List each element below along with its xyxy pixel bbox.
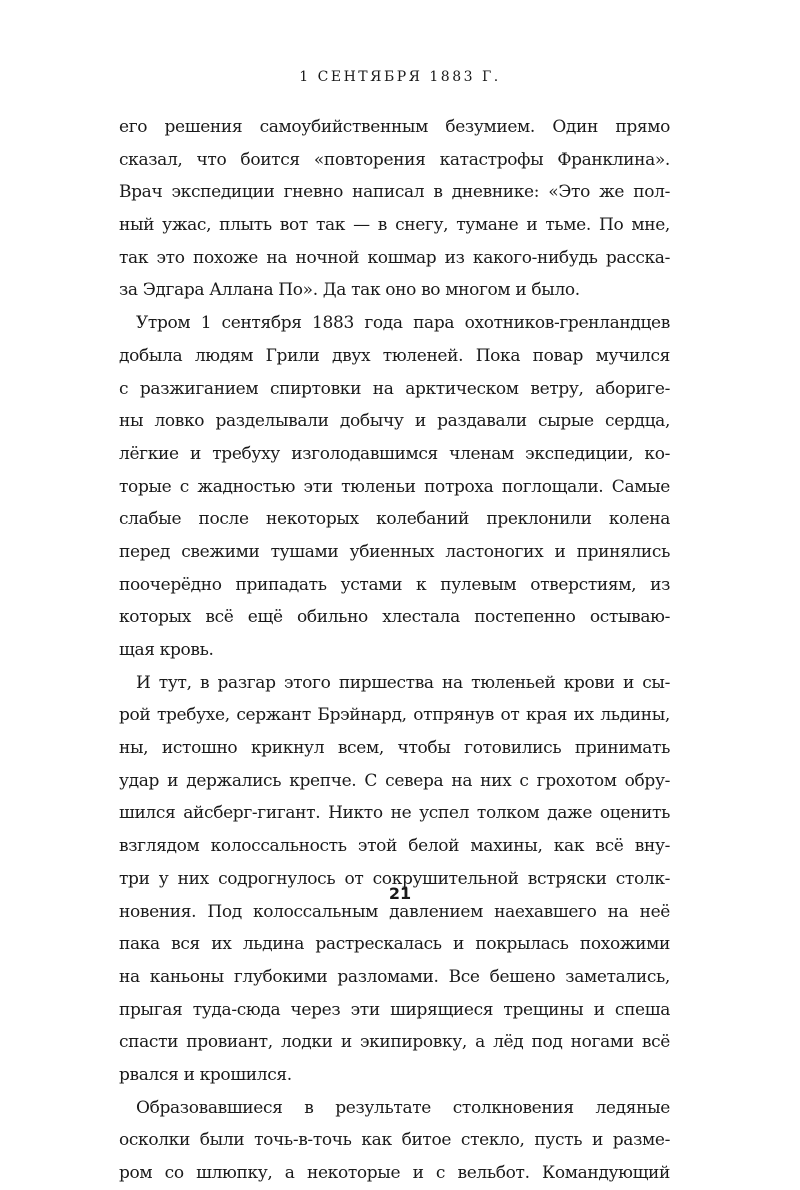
text-line: которых всё ещё обильно хлестала постепенно остываю-	[119, 607, 670, 628]
text-line: осколки были точь-в-точь как битое стекло, пусть и разме-	[119, 1130, 670, 1151]
text-line: прыгая туда-сюда через эти ширящиеся трещины и спеша	[119, 999, 670, 1020]
text-line: торые с жадностью эти тюленьи потроха поглощали. Самые	[119, 476, 670, 497]
text-line: перед свежими тушами убиенных ластоногих и принялись	[119, 541, 670, 562]
text-line: его решения самоубийственным безумием. Один прямо	[119, 117, 670, 137]
text-line: Утром 1 сентября 1883 года пара охотников-гренландцев	[136, 313, 670, 334]
text-line: И тут, в разгар этого пиршества на тюленьей крови и сы-	[136, 672, 670, 693]
text-line: сказал, что боится «повторения катастрофы Франклина».	[119, 149, 670, 170]
text-line: с разжиганием спиртовки на арктическом ветру, абориге-	[119, 378, 670, 399]
text-line: три у них содрогнулось от сокрушительной встряски столк-	[119, 868, 670, 889]
text-line: рвался и крошился.	[119, 1064, 292, 1085]
text-line: рой требухе, сержант Брэйнард, отпрянув от края их льдины,	[119, 705, 670, 726]
text-line: шился айсберг-гигант. Никто не успел толком даже оценить	[119, 803, 670, 824]
page-number: 21	[388, 884, 412, 903]
text-line: лёгкие и требуху изголодавшимся членам экспедиции, ко-	[119, 443, 670, 464]
text-line: на каньоны глубокими разломами. Все бешено заметались,	[119, 966, 670, 987]
body-text	[119, 111, 670, 1190]
text-line: ны, истошно крикнул всем, чтобы готовились принимать	[119, 738, 670, 759]
text-line: добыла людям Грили двух тюленей. Пока повар мучился	[119, 345, 670, 366]
text-line: пака вся их льдина растрескалась и покрылась похожими	[119, 934, 670, 955]
text-line: щая кровь.	[119, 640, 214, 660]
text-line: Образовавшиеся в результате столкновения ледяные	[136, 1097, 670, 1118]
text-line: так это похоже на ночной кошмар из какого-нибудь расска-	[119, 247, 670, 268]
text-line: ны ловко разделывали добычу и раздавали сырые сердца,	[119, 411, 670, 432]
text-line: Врач экспедиции гневно написал в дневнике: «Это же пол-	[119, 182, 670, 203]
text-line: спасти провиант, лодки и экипировку, а лёд под ногами всё	[119, 1032, 670, 1053]
text-line: новения. Под колоссальным давлением наехавшего на неё	[119, 901, 670, 922]
text-line: слабые после некоторых колебаний преклонили колена	[119, 509, 670, 530]
text-line: удар и держались крепче. С севера на них с грохотом обру-	[119, 770, 670, 791]
text-line: поочерёдно припадать устами к пулевым отверстиям, из	[119, 574, 670, 595]
text-line: за Эдгара Аллана По». Да так оно во многом и было.	[119, 280, 580, 301]
text-line: ный ужас, плыть вот так — в снегу, тумане и тьме. По мне,	[119, 215, 670, 236]
text-line: взглядом колоссальность этой белой махины, как всё вну-	[119, 836, 670, 857]
running-head: 1 СЕНТЯБРЯ 1883 Г.	[299, 69, 501, 85]
text-line: ром со шлюпку, а некоторые и с вельбот. Командующий	[119, 1163, 670, 1183]
